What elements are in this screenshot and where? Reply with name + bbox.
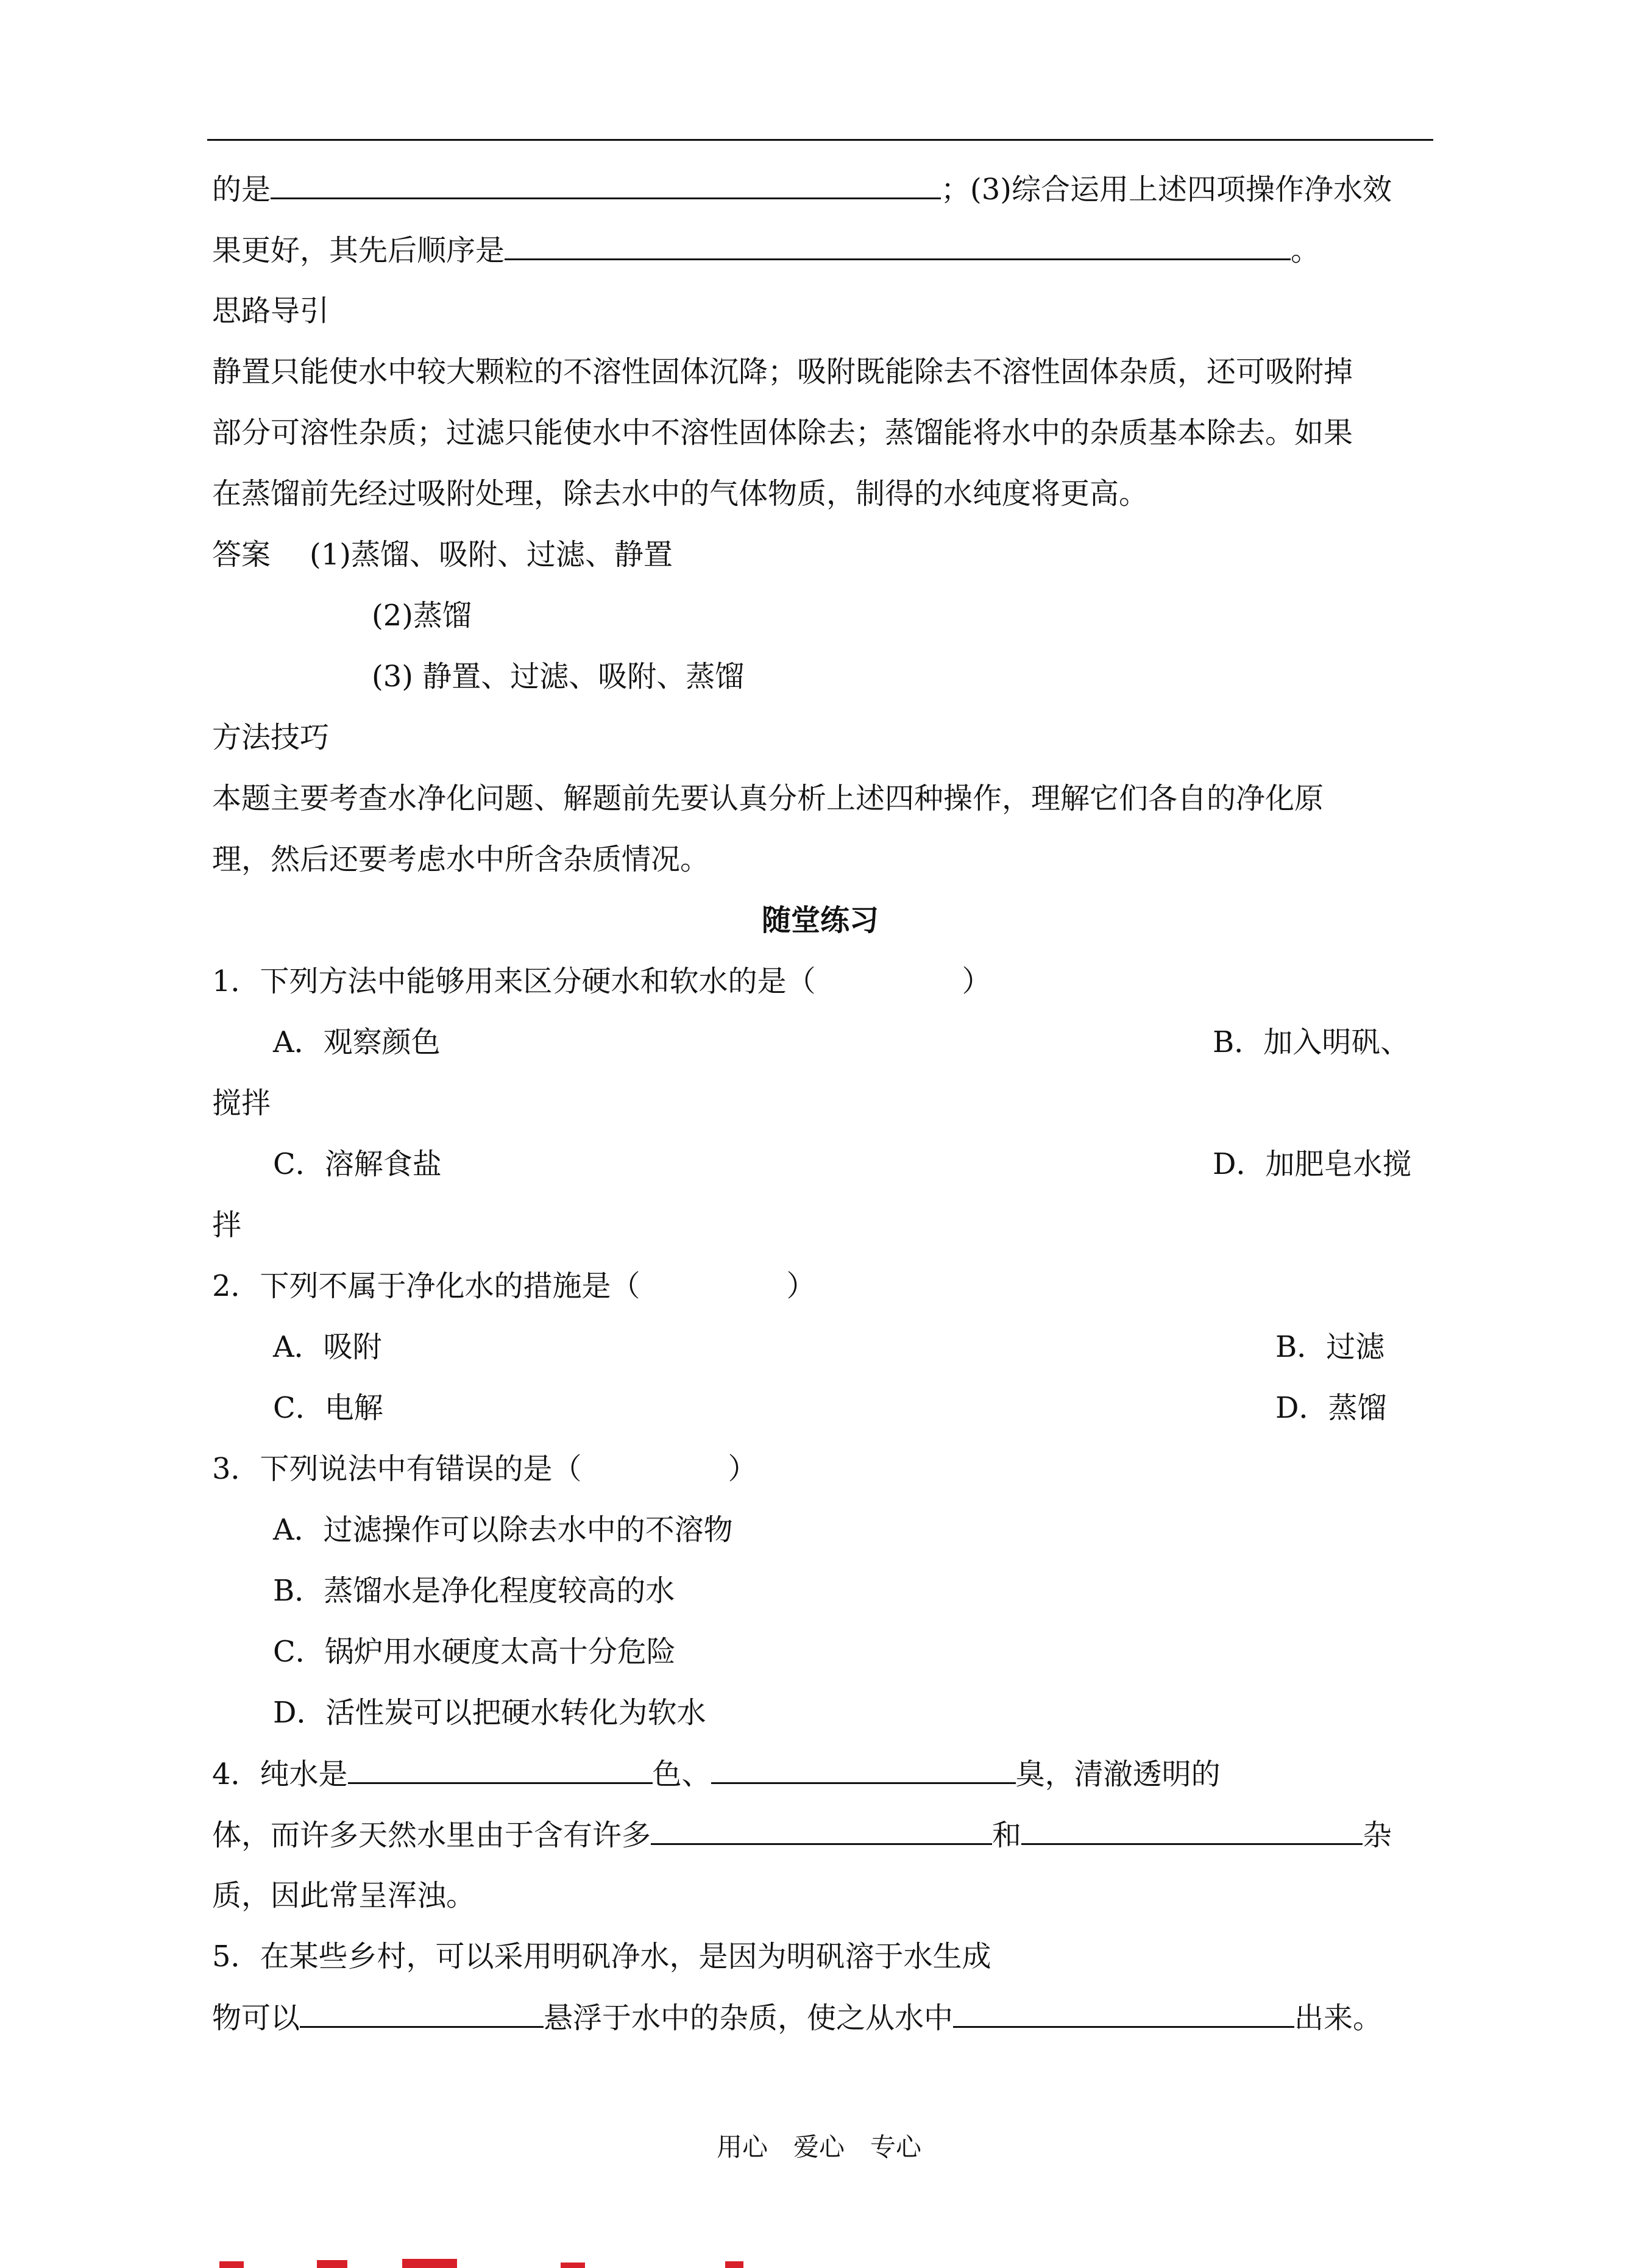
- question-2-option-c: C．电解: [273, 1391, 383, 1425]
- question-text: ）: [962, 964, 991, 998]
- question-text: 臭，清澈透明的: [1015, 1757, 1221, 1791]
- question-5-line-1: 5．在某些乡村，可以采用明矾净水，是因为明矾溶于水生成: [212, 1939, 991, 1974]
- practice-title: 随堂练习: [761, 903, 879, 937]
- question-1-option-b: B．加入明矾、: [1213, 1025, 1410, 1059]
- question-3-option-d: D．活性炭可以把硬水转化为软水: [273, 1696, 706, 1730]
- question-4-line-3: 质，因此常呈浑浊。: [212, 1879, 476, 1913]
- intro-text: 的是: [212, 172, 271, 207]
- guide-line: 在蒸馏前先经过吸附处理，除去水中的气体物质，制得的水纯度将更高。: [212, 477, 1149, 511]
- question-text: 4．纯水是: [212, 1757, 348, 1791]
- question-text: 2．下列不属于净化水的措施是（: [212, 1269, 640, 1303]
- question-text: 悬浮于水中的杂质，使之从水中: [544, 2001, 954, 2035]
- question-text: 和: [992, 1818, 1022, 1852]
- question-1-option-c: C．溶解食盐: [273, 1147, 442, 1181]
- question-2-option-a: A．吸附: [273, 1330, 382, 1364]
- question-2-stem: [212, 1268, 816, 1304]
- question-text: 杂: [1363, 1818, 1392, 1852]
- header-rule: [207, 139, 1433, 141]
- guide-heading: 思路导引: [212, 294, 330, 328]
- question-1-option-b-cont: 搅拌: [212, 1086, 271, 1120]
- intro-text: 。: [1291, 233, 1321, 268]
- answer-item: (1)蒸馏、吸附、过滤、静置: [310, 538, 673, 572]
- page-footer: 用心 爱心 专心: [716, 2132, 921, 2162]
- red-edge-marks: [219, 2255, 768, 2268]
- answer-blank: [348, 1755, 653, 1784]
- question-1-option-a: A．观察颜色: [273, 1025, 441, 1059]
- answer-blank: [505, 232, 1291, 260]
- question-text: 1．下列方法中能够用来区分硬水和软水的是（: [212, 964, 816, 998]
- guide-line: 静置只能使水中较大颗粒的不溶性固体沉降；吸附既能除去不溶性固体杂质，还可吸附掉: [212, 355, 1353, 389]
- answer-blank: [953, 1999, 1294, 2028]
- question-text: 体，而许多天然水里由于含有许多: [212, 1818, 651, 1852]
- answer-label: 答案: [212, 538, 271, 572]
- answer-blank: [711, 1755, 1016, 1784]
- method-line: 理，然后还要考虑水中所含杂质情况。: [212, 842, 710, 876]
- question-text: ）: [786, 1269, 816, 1303]
- intro-text: ；(3)综合运用上述四项操作净水效: [941, 172, 1392, 207]
- method-heading: 方法技巧: [212, 720, 330, 755]
- intro-line-2: [212, 232, 1320, 269]
- question-text: 物可以: [212, 2001, 300, 2035]
- question-1-option-d: D．加肥皂水搅: [1213, 1147, 1412, 1181]
- question-2-option-d: D．蒸馏: [1275, 1391, 1387, 1425]
- method-line: 本题主要考查水净化问题、解题前先要认真分析上述四种操作，理解它们各自的净化原: [212, 781, 1324, 816]
- answer-blank: [1021, 1816, 1363, 1845]
- question-4-line-2: [212, 1816, 1392, 1854]
- question-3-option-b: B．蒸馏水是净化程度较高的水: [273, 1574, 675, 1608]
- question-text: 色、: [652, 1757, 711, 1791]
- question-5-line-2: [212, 1999, 1382, 2036]
- answer-item: (3) 静置、过滤、吸附、蒸馏: [372, 659, 745, 694]
- intro-text: 果更好，其先后顺序是: [212, 233, 505, 268]
- answer-blank: [651, 1816, 992, 1845]
- question-3-option-c: C．锅炉用水硬度太高十分危险: [273, 1635, 676, 1669]
- question-3-option-a: A．过滤操作可以除去水中的不溶物: [273, 1513, 733, 1547]
- question-1-option-d-cont: 拌: [212, 1208, 242, 1242]
- question-text: 3．下列说法中有错误的是（: [212, 1452, 582, 1486]
- question-3-stem: [212, 1451, 757, 1487]
- intro-line-1: [212, 171, 1392, 208]
- question-text: 出来。: [1294, 2001, 1383, 2035]
- guide-line: 部分可溶性杂质；过滤只能使水中不溶性固体除去；蒸馏能将水中的杂质基本除去。如果: [212, 416, 1353, 450]
- answer-blank: [300, 1999, 544, 2028]
- question-2-option-b: B．过滤: [1275, 1330, 1385, 1364]
- question-4-line-1: [212, 1755, 1221, 1793]
- question-text: ）: [728, 1452, 757, 1486]
- question-1-stem: [212, 963, 991, 1000]
- answer-blank: [271, 171, 941, 199]
- answer-item: (2)蒸馏: [372, 599, 472, 633]
